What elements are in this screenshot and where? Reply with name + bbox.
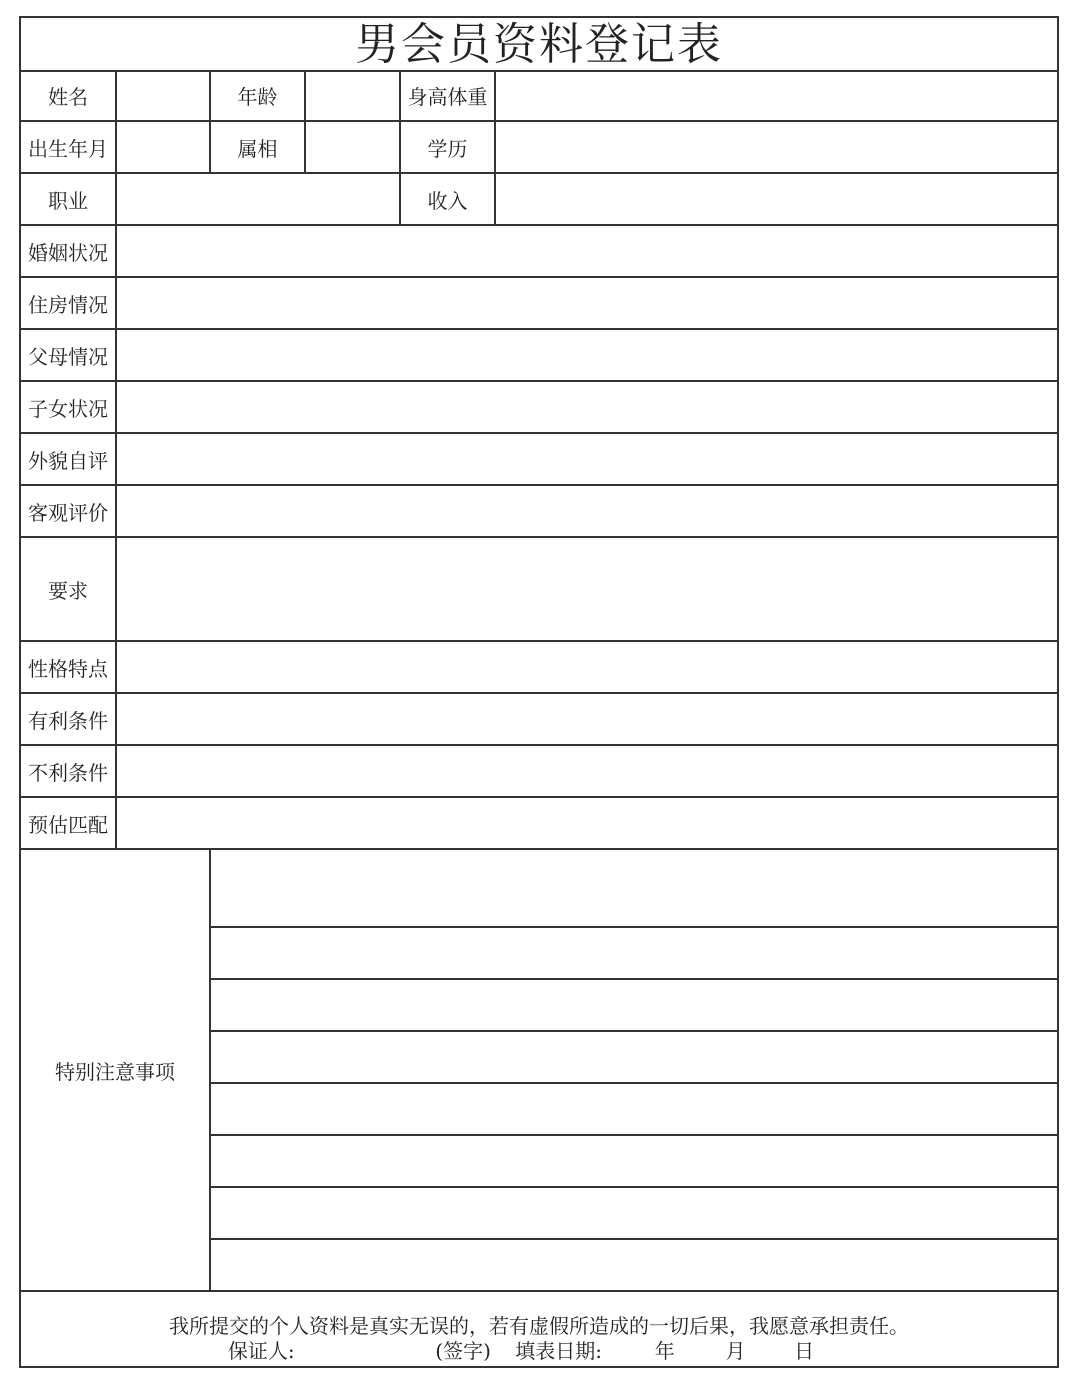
- label-special-notes: 特别注意事项: [21, 850, 211, 1290]
- label-age: 年龄: [211, 70, 306, 120]
- sign-label: (签字): [435, 1339, 491, 1363]
- label-income: 收入: [401, 174, 496, 224]
- guarantor-label: 保证人:: [227, 1339, 295, 1363]
- label-disadvantages: 不利条件: [21, 746, 117, 796]
- income-field[interactable]: [496, 174, 1057, 224]
- label-advantages: 有利条件: [21, 694, 117, 744]
- label-name: 姓名: [21, 70, 117, 120]
- date-year-field[interactable]: [608, 1338, 648, 1358]
- row-children: [21, 382, 1057, 434]
- label-requirements: 要求: [21, 538, 117, 640]
- label-personality: 性格特点: [21, 642, 117, 692]
- label-marital-status: 婚姻状况: [21, 226, 117, 276]
- row-estimated-match: [21, 798, 1057, 850]
- label-objective-evaluation: 客观评价: [21, 486, 117, 536]
- name-field[interactable]: [117, 70, 211, 120]
- row-birth-info: [21, 122, 1057, 174]
- label-estimated-match: 预估匹配: [21, 798, 117, 848]
- declaration-statement: 我所提交的个人资料是真实无误的，若有虚假所造成的一切后果，我愿意承担责任。: [169, 1314, 909, 1338]
- requirements-field[interactable]: [117, 538, 1057, 640]
- row-requirements: [21, 538, 1057, 642]
- row-housing: [21, 278, 1057, 330]
- declaration-footer: [21, 1292, 1057, 1366]
- label-occupation: 职业: [21, 174, 117, 224]
- estimated-match-field[interactable]: [117, 798, 1057, 848]
- row-work-info: [21, 174, 1057, 226]
- row-disadvantages: [21, 746, 1057, 798]
- guarantor-signature-field[interactable]: [301, 1338, 429, 1358]
- objective-evaluation-field[interactable]: [117, 486, 1057, 536]
- marital-status-field[interactable]: [117, 226, 1057, 276]
- row-personality: [21, 642, 1057, 694]
- label-parents: 父母情况: [21, 330, 117, 380]
- form-title: 男会员资料登记表: [21, 18, 1057, 72]
- row-parents: [21, 330, 1057, 382]
- day-label: 日: [794, 1339, 815, 1363]
- label-housing: 住房情况: [21, 278, 117, 328]
- birth-field[interactable]: [117, 122, 211, 172]
- row-appearance: [21, 434, 1057, 486]
- height-weight-field[interactable]: [496, 70, 1057, 120]
- disadvantages-field[interactable]: [117, 746, 1057, 796]
- label-education: 学历: [401, 122, 496, 172]
- date-label: 填表日期:: [515, 1339, 603, 1363]
- row-marital-status: [21, 226, 1057, 278]
- children-field[interactable]: [117, 382, 1057, 432]
- signature-line: [21, 1335, 1057, 1364]
- label-zodiac: 属相: [211, 122, 306, 172]
- advantages-field[interactable]: [117, 694, 1057, 744]
- appearance-field[interactable]: [117, 434, 1057, 484]
- education-field[interactable]: [496, 122, 1057, 172]
- row-objective-evaluation: [21, 486, 1057, 538]
- registration-form: [19, 16, 1059, 1368]
- label-birth: 出生年月: [21, 122, 117, 172]
- label-appearance: 外貌自评: [21, 434, 117, 484]
- parents-field[interactable]: [117, 330, 1057, 380]
- zodiac-field[interactable]: [306, 122, 401, 172]
- year-label: 年: [654, 1339, 675, 1363]
- personality-field[interactable]: [117, 642, 1057, 692]
- special-notes-section: [21, 850, 1057, 1292]
- row-advantages: [21, 694, 1057, 746]
- special-notes-field[interactable]: [211, 850, 1057, 1290]
- housing-field[interactable]: [117, 278, 1057, 328]
- month-label: 月: [725, 1339, 746, 1363]
- date-day-field[interactable]: [752, 1338, 788, 1358]
- occupation-field[interactable]: [117, 174, 401, 224]
- age-field[interactable]: [306, 70, 401, 120]
- row-basic-info: [21, 70, 1057, 122]
- date-month-field[interactable]: [681, 1338, 719, 1358]
- label-height-weight: 身高体重: [401, 70, 496, 120]
- label-children: 子女状况: [21, 382, 117, 432]
